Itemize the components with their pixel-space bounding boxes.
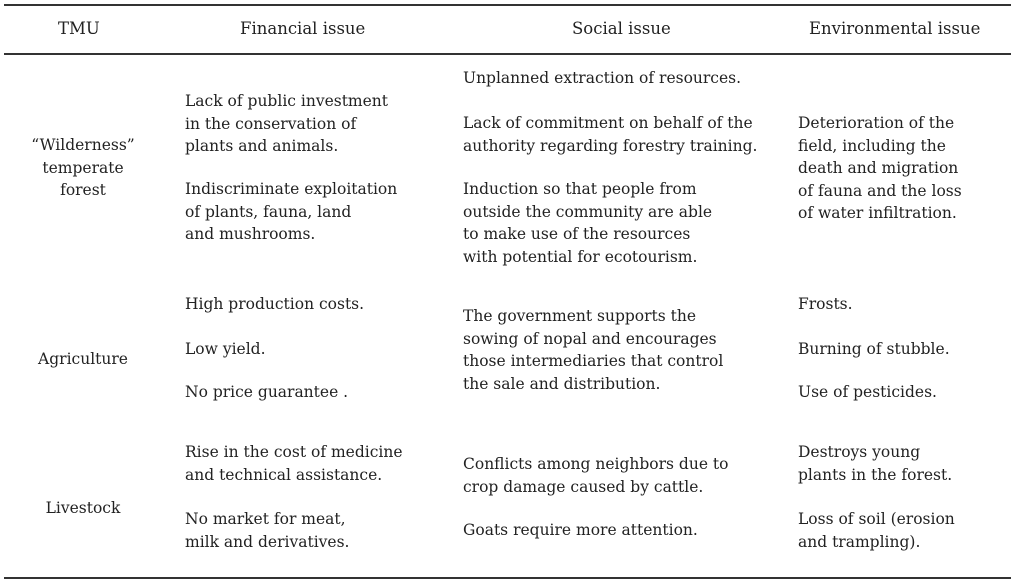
header-financial-issue: Financial issue: [240, 19, 366, 38]
row-agriculture-social-1: The government supports the sowing of nopal and encourages those intermediaries that control the sale and distribution.: [463, 307, 724, 393]
row-agriculture-environmental-3: Use of pesticides.: [798, 383, 937, 401]
header-environmental-issue: Environmental issue: [809, 19, 981, 38]
row-agriculture-financial-1: High production costs.: [185, 295, 365, 313]
row-agriculture-environmental-1: Frosts.: [798, 295, 853, 313]
row-wilderness-social-3: Induction so that people from outside the community are able to make use of the resources with potential for ecotourism.: [463, 180, 713, 266]
row-livestock-environmental-2: Loss of soil (erosion and trampling).: [798, 510, 955, 551]
row-wilderness-tmu: “Wilderness” temperate forest: [31, 136, 135, 199]
row-wilderness-environmental-1: Deterioration of the field, including the death and migration of fauna and the loss of water infiltration.: [798, 114, 962, 222]
header-social-issue: Social issue: [572, 19, 671, 38]
row-agriculture-financial-3: No price guarantee .: [185, 383, 349, 401]
row-livestock-social-1: Conflicts among neighbors due to crop damage caused by cattle.: [463, 455, 729, 496]
row-livestock-financial-1: Rise in the cost of medicine and technical assistance.: [185, 443, 403, 484]
row-wilderness-social-2: Lack of commitment on behalf of the authority regarding forestry training.: [463, 114, 758, 155]
row-wilderness-financial-2: Indiscriminate exploitation of plants, fauna, land and mushrooms.: [185, 180, 398, 243]
table-bottom-rule: [4, 577, 1011, 579]
header-tmu: TMU: [58, 19, 100, 38]
row-wilderness-financial-1: Lack of public investment in the conservation of plants and animals.: [185, 92, 389, 155]
row-livestock-environmental-1: Destroys young plants in the forest.: [798, 443, 953, 484]
row-livestock-social-2: Goats require more attention.: [463, 521, 698, 539]
row-livestock-tmu: Livestock: [45, 499, 121, 517]
row-wilderness-social-1: Unplanned extraction of resources.: [463, 69, 742, 87]
row-agriculture-financial-2: Low yield.: [185, 340, 266, 358]
row-agriculture-tmu: Agriculture: [38, 350, 128, 368]
table-top-rule: [4, 4, 1011, 6]
table-header-rule: [4, 53, 1011, 55]
row-livestock-financial-2: No market for meat, milk and derivatives.: [185, 510, 350, 551]
row-agriculture-environmental-2: Burning of stubble.: [798, 340, 950, 358]
